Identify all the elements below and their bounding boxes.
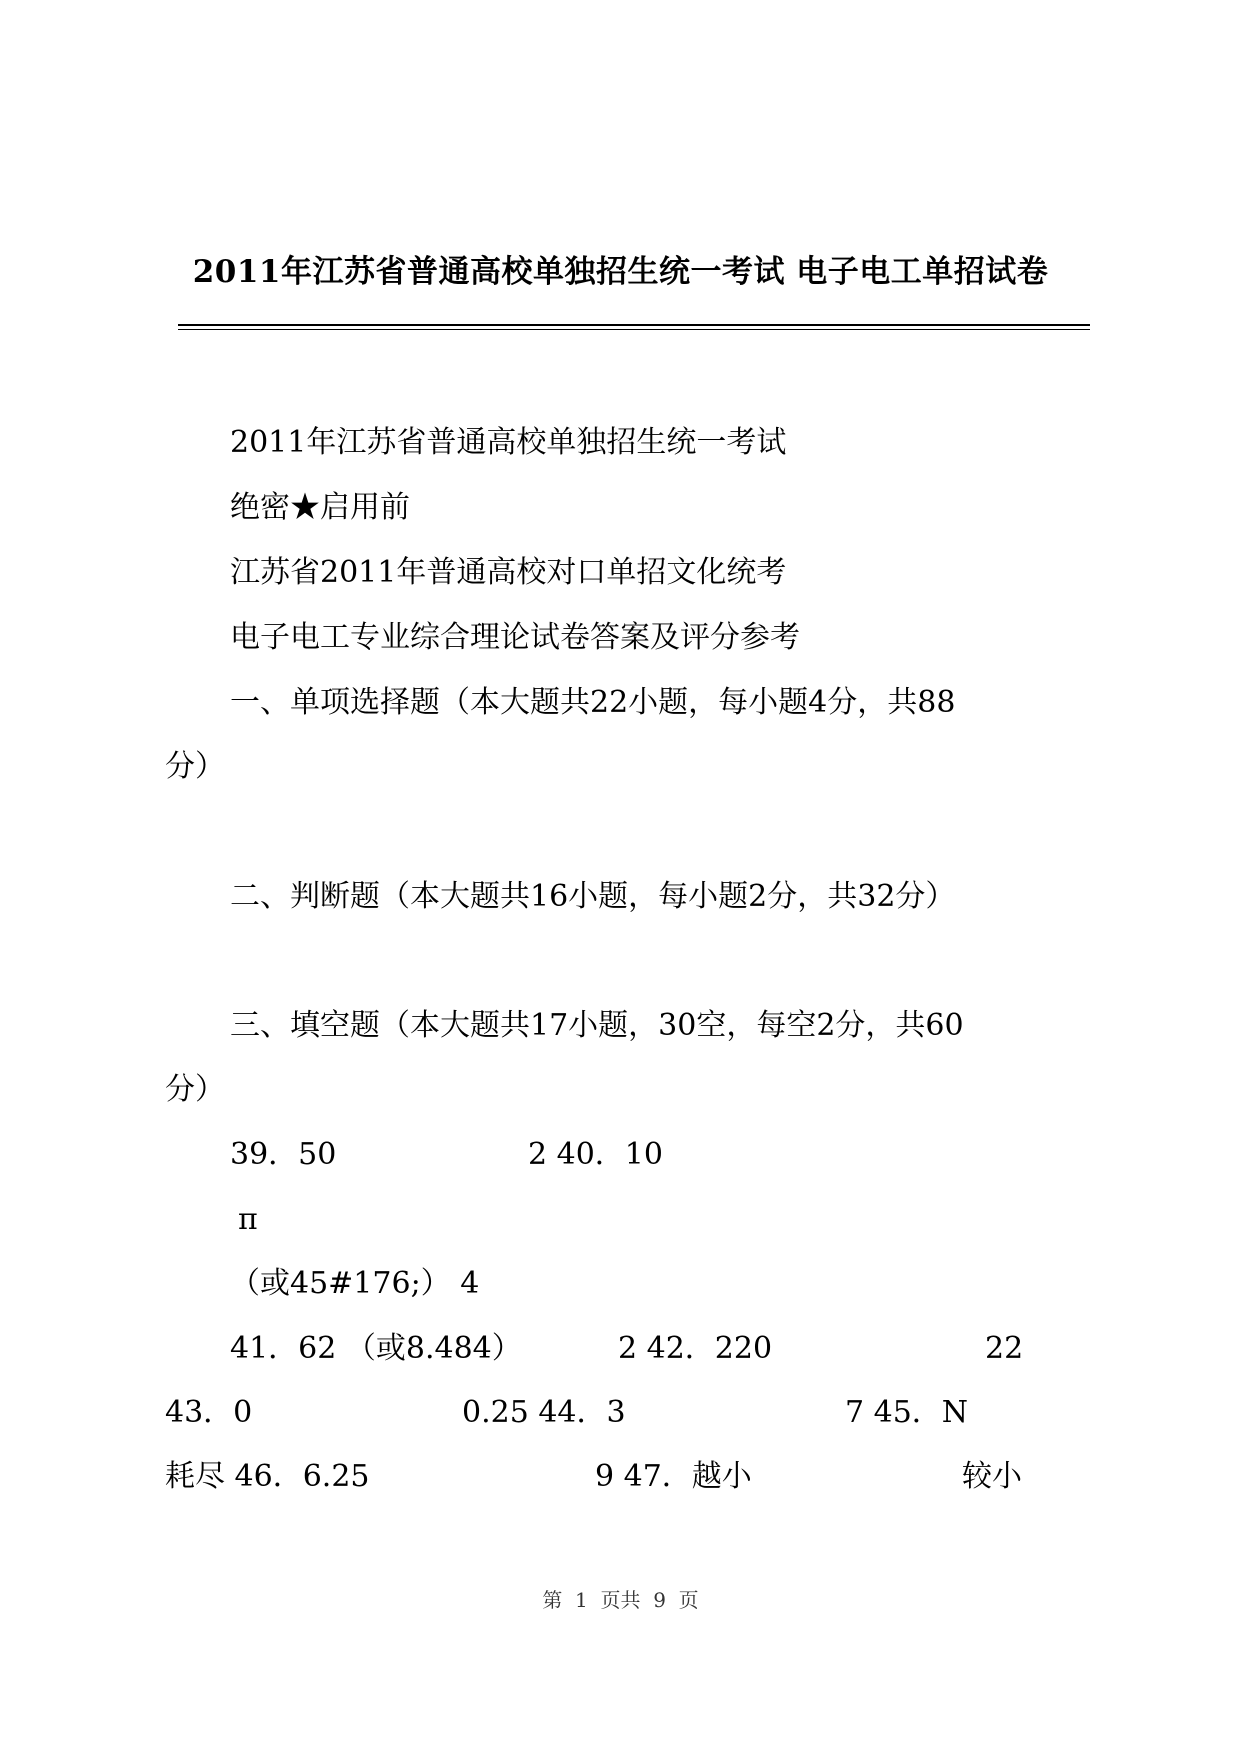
answer-cell: 7 45．N — [845, 1395, 969, 1430]
section-three-heading: 三、填空题（本大题共17小题，30空，每空2分，共60 — [230, 1008, 964, 1043]
answer-cell: 2 40．10 — [528, 1137, 663, 1172]
answer-cell: 41．62 （或8.484） — [230, 1331, 522, 1366]
answer-cell: 39．50 — [230, 1137, 337, 1172]
body-line-paper-name: 电子电工专业综合理论试卷答案及评分参考 — [230, 620, 800, 655]
body-line-confidential: 绝密★启用前 — [230, 490, 410, 525]
document-title: 2011年江苏省普通高校单独招生统一考试 电子电工单招试卷 — [192, 254, 1049, 290]
title-rule-thick — [178, 324, 1090, 326]
answer-cell: 22 — [985, 1331, 1024, 1366]
answer-cell: 43．0 — [165, 1395, 253, 1430]
answer-cell: 2 42．220 — [618, 1331, 773, 1366]
answer-cell: 耗尽 46．6.25 — [165, 1459, 370, 1494]
body-line-exam-subtitle: 江苏省2011年普通高校对口单招文化统考 — [230, 555, 787, 590]
answer-cell: （或45#176;） 4 — [230, 1266, 480, 1301]
section-one-heading-cont: 分） — [165, 749, 225, 784]
page-footer: 第 1 页共 9 页 — [542, 1588, 699, 1612]
answer-cell: 9 47．越小 — [595, 1459, 752, 1494]
title-rule-thin — [178, 329, 1090, 330]
answer-cell: π — [238, 1202, 258, 1237]
body-line-exam-name: 2011年江苏省普通高校单独招生统一考试 — [230, 425, 787, 460]
section-two-heading: 二、判断题（本大题共16小题，每小题2分，共32分） — [230, 879, 956, 914]
answer-cell: 0.25 44．3 — [462, 1395, 626, 1430]
section-three-heading-cont: 分） — [165, 1072, 225, 1107]
section-one-heading: 一、单项选择题（本大题共22小题，每小题4分，共88 — [230, 685, 956, 720]
answer-cell: 较小 — [962, 1459, 1022, 1494]
